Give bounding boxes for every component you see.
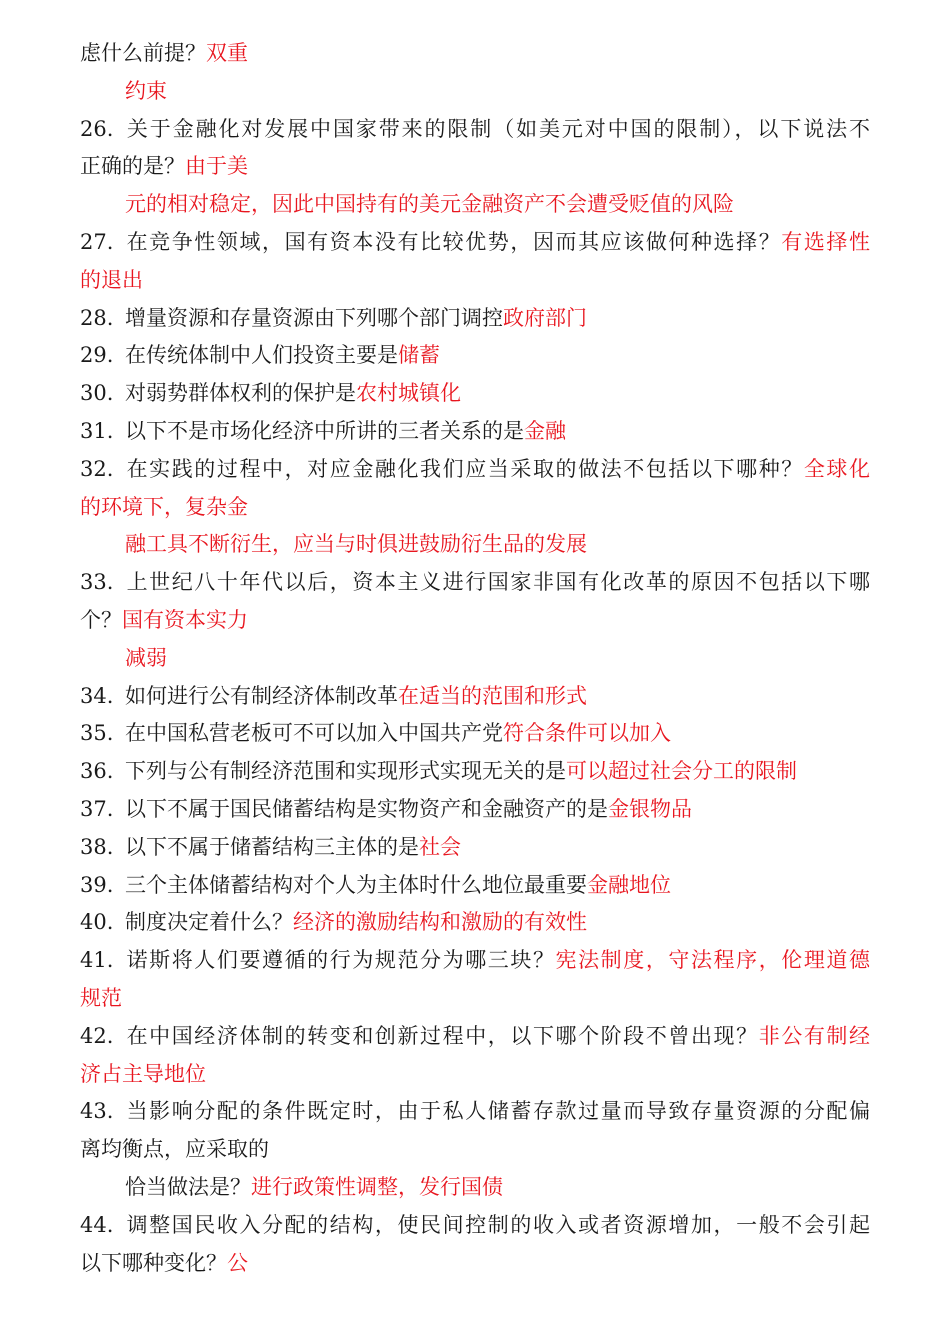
question-number: 43.	[80, 1099, 114, 1124]
question-line	[80, 73, 870, 111]
question-number: 37.	[80, 796, 114, 821]
question-line	[80, 1245, 870, 1283]
question-text: 在中国私营老板可不可以加入中国共产党	[125, 721, 503, 746]
question-line	[80, 300, 870, 338]
question-number: 34.	[80, 683, 114, 708]
question-number: 36.	[80, 759, 114, 784]
answer-text: 社会	[419, 834, 461, 859]
question-line	[80, 148, 870, 186]
question-number: 35.	[80, 721, 114, 746]
question-line	[80, 1056, 870, 1094]
answer-text: 金银物品	[608, 796, 692, 821]
answer-text: 国有资本实力	[122, 607, 248, 632]
question-text: 离均衡点，应采取的	[80, 1137, 269, 1162]
question-text: 当影响分配的条件既定时，由于私人储蓄存款过量而导致存量资源的分配偏	[125, 1099, 870, 1124]
question-text: 以下不属于国民储蓄结构是实物资产和金融资产的是	[125, 796, 608, 821]
answer-text: 减弱	[125, 645, 167, 670]
question-line	[80, 186, 870, 224]
question-line	[80, 678, 870, 716]
question-text: 下列与公有制经济范围和实现形式实现无关的是	[125, 759, 566, 784]
question-line	[80, 904, 870, 942]
question-line	[80, 35, 870, 73]
question-number: 38.	[80, 834, 114, 859]
question-number: 41.	[80, 948, 114, 973]
question-line	[80, 111, 870, 149]
answer-text: 金融	[524, 418, 566, 443]
question-number: 26.	[80, 116, 114, 141]
question-number: 31.	[80, 418, 114, 443]
answer-text: 全球化	[803, 456, 870, 481]
question-line	[80, 829, 870, 867]
question-line	[80, 791, 870, 829]
question-text: 关于金融化对发展中国家带来的限制（如美元对中国的限制），以下说法不	[125, 116, 870, 141]
answer-text: 约束	[125, 78, 167, 103]
question-number: 39.	[80, 872, 114, 897]
answer-text: 由于美	[185, 154, 248, 179]
answer-text: 可以超过社会分工的限制	[566, 759, 797, 784]
question-text: 恰当做法是？	[125, 1174, 251, 1199]
question-text: 诺斯将人们要遵循的行为规范分为哪三块？	[125, 948, 556, 973]
question-line	[80, 1093, 870, 1131]
question-text: 增量资源和存量资源由下列哪个部门调控	[125, 305, 503, 330]
answer-text: 济占主导地位	[80, 1061, 206, 1086]
question-text: 以下不属于储蓄结构三主体的是	[125, 834, 419, 859]
question-text: 如何进行公有制经济体制改革	[125, 683, 398, 708]
question-number: 30.	[80, 381, 114, 406]
answer-text: 的环境下，复杂金	[80, 494, 248, 519]
question-line	[80, 337, 870, 375]
question-text: 以下不是市场化经济中所讲的三者关系的是	[125, 418, 524, 443]
question-number: 44.	[80, 1212, 114, 1237]
answer-text: 储蓄	[398, 343, 440, 368]
answer-text: 政府部门	[503, 305, 587, 330]
question-number: 42.	[80, 1023, 114, 1048]
answer-text: 宪法制度，守法程序，伦理道德	[555, 948, 870, 973]
question-number: 33.	[80, 570, 114, 595]
answer-text: 进行政策性调整，发行国债	[251, 1174, 503, 1199]
question-line	[80, 224, 870, 262]
question-text: 在竞争性领域，国有资本没有比较优势，因而其应该做何种选择？	[125, 229, 782, 254]
question-text: 调整国民收入分配的结构，使民间控制的收入或者资源增加，一般不会引起	[125, 1212, 870, 1237]
answer-text: 非公有制经	[758, 1023, 870, 1048]
question-number: 40.	[80, 910, 114, 935]
answer-text: 金融地位	[587, 872, 671, 897]
answer-text: 元的相对稳定，因此中国持有的美元金融资产不会遭受贬值的风险	[125, 192, 734, 217]
question-line	[80, 1169, 870, 1207]
question-number: 27.	[80, 229, 114, 254]
question-line	[80, 1018, 870, 1056]
question-line	[80, 715, 870, 753]
answer-text: 公	[227, 1250, 248, 1275]
answer-text: 融工具不断衍生，应当与时俱进鼓励衍生品的发展	[125, 532, 587, 557]
question-text: 以下哪种变化？	[80, 1250, 227, 1275]
question-text: 上世纪八十年代以后，资本主义进行国家非国有化改革的原因不包括以下哪	[125, 570, 870, 595]
question-line	[80, 526, 870, 564]
question-line	[80, 980, 870, 1018]
question-line	[80, 375, 870, 413]
question-line	[80, 1131, 870, 1169]
question-line	[80, 451, 870, 489]
question-text: 三个主体储蓄结构对个人为主体时什么地位最重要	[125, 872, 587, 897]
question-text: 在传统体制中人们投资主要是	[125, 343, 398, 368]
question-line	[80, 564, 870, 602]
question-line	[80, 413, 870, 451]
question-line	[80, 942, 870, 980]
question-number: 28.	[80, 305, 114, 330]
question-text: 制度决定着什么？	[125, 910, 293, 935]
question-text: 虑什么前提？	[80, 41, 206, 65]
question-text: 在中国经济体制的转变和创新过程中，以下哪个阶段不曾出现？	[125, 1023, 759, 1048]
question-text: 正确的是？	[80, 154, 185, 179]
question-number: 29.	[80, 343, 114, 368]
answer-text: 经济的激励结构和激励的有效性	[293, 910, 587, 935]
question-number: 32.	[80, 456, 114, 481]
question-line	[80, 602, 870, 640]
question-line	[80, 753, 870, 791]
question-text: 个？	[80, 607, 122, 632]
answer-text: 双重	[206, 41, 248, 65]
question-line	[80, 867, 870, 905]
question-line	[80, 640, 870, 678]
question-list	[80, 35, 870, 1282]
question-text: 对弱势群体权利的保护是	[125, 381, 356, 406]
answer-text: 的退出	[80, 267, 143, 292]
question-line	[80, 489, 870, 527]
answer-text: 规范	[80, 985, 122, 1010]
question-text: 在实践的过程中，对应金融化我们应当采取的做法不包括以下哪种？	[125, 456, 804, 481]
question-line	[80, 262, 870, 300]
answer-text: 有选择性	[781, 229, 870, 254]
answer-text: 在适当的范围和形式	[398, 683, 587, 708]
question-line	[80, 1207, 870, 1245]
answer-text: 农村城镇化	[356, 381, 461, 406]
answer-text: 符合条件可以加入	[503, 721, 671, 746]
